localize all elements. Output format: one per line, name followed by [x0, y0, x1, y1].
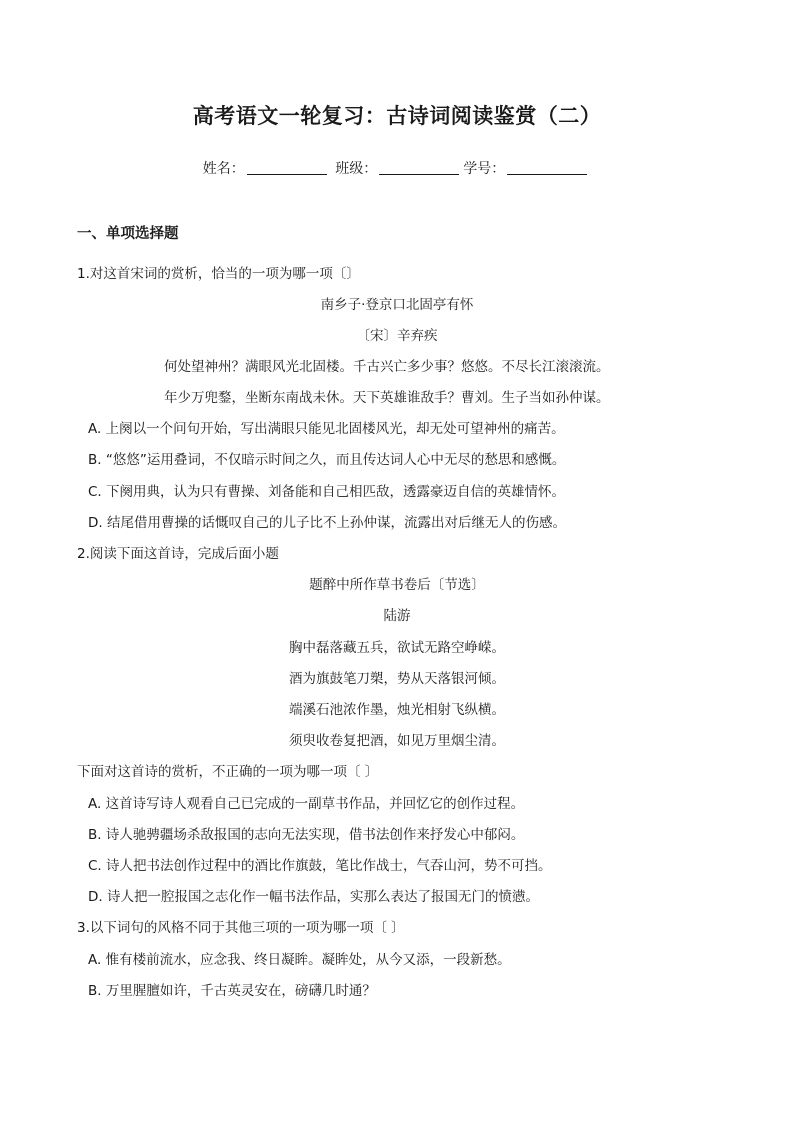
q2-poem-line: 须臾收卷复把酒，如见万里烟尘清。 — [289, 733, 505, 749]
q1-poem-author: 〔宋〕辛弃疾 — [356, 328, 438, 344]
q1-poem-line: 年少万兜鍪，坐断东南战未休。天下英雄谁敌手？曹刘。生子当如孙仲谋。 — [164, 390, 610, 406]
q1-poem-line: 何处望神州？满眼风光北固楼。千古兴亡多少事？悠悠。不尽长江滚滚流。 — [164, 359, 610, 375]
q3-stem: 3.以下词句的风格不同于其他三项的一项为哪一项〔 〕 — [77, 920, 405, 936]
q2-option-d: D. 诗人把一腔报国之志化作一幅书法作品，实那么表达了报国无门的愤懑。 — [88, 889, 539, 905]
class-blank[interactable] — [379, 160, 459, 175]
student-info-line — [0, 158, 794, 178]
q2-option-a: A. 这首诗写诗人观看自己已完成的一副草书作品，并回忆它的创作过程。 — [88, 796, 525, 812]
id-blank[interactable] — [507, 160, 587, 175]
q1-option-b: B. “悠悠”运用叠词，不仅暗示时间之久，而且传达词人心中无尽的愁思和感慨。 — [88, 452, 566, 468]
q1-poem-title: 南乡子·登京口北固亭有怀 — [320, 297, 474, 313]
class-label: 班级： — [335, 161, 378, 177]
q1-option-c: C. 下阕用典，认为只有曹操、刘备能和自己相匹敌，透露豪迈自信的英雄情怀。 — [88, 484, 566, 500]
q2-option-b: B. 诗人驰骋疆场杀敌报国的志向无法实现，借书法创作来抒发心中郁闷。 — [88, 827, 525, 843]
name-blank[interactable] — [247, 160, 327, 175]
q2-poem-author: 陆游 — [383, 608, 411, 624]
q1-option-a: A. 上阕以一个问句开始，写出满眼只能见北固楼风光，却无处可望神州的痛苦。 — [88, 421, 565, 437]
q3-option-b: B. 万里腥膻如许，千古英灵安在，磅礴几时通？ — [88, 983, 376, 999]
name-label: 姓名： — [202, 161, 245, 177]
q2-poem-line: 酒为旗鼓笔刀槊，势从天落银河倾。 — [289, 671, 505, 687]
q2-stem: 2.阅读下面这首诗，完成后面小题 — [77, 546, 279, 562]
section-heading: 一、单项选择题 — [77, 226, 179, 242]
q2-option-c: C. 诗人把书法创作过程中的酒比作旗鼓，笔比作战士，气吞山河，势不可挡。 — [88, 858, 552, 874]
page-title: 高考语文一轮复习：古诗词阅读鉴赏（二） — [192, 104, 602, 128]
q2-sub-stem: 下面对这首诗的赏析，不正确的一项为哪一项〔 〕 — [77, 764, 379, 780]
q3-option-a: A. 惟有楼前流水，应念我、终日凝眸。凝眸处，从今又添，一段新愁。 — [88, 952, 511, 968]
q2-poem-title: 题醉中所作草书卷后〔节选〕 — [309, 577, 485, 593]
id-label: 学号： — [463, 161, 506, 177]
q2-poem-line: 端溪石池浓作墨，烛光相射飞纵横。 — [289, 702, 505, 718]
q1-stem: 1.对这首宋词的赏析，恰当的一项为哪一项〔〕 — [77, 266, 360, 282]
q2-poem-line: 胸中磊落藏五兵，欲试无路空峥嵘。 — [289, 640, 505, 656]
q1-option-d: D. 结尾借用曹操的话慨叹自己的儿子比不上孙仲谋，流露出对后继无人的伤感。 — [88, 515, 566, 531]
